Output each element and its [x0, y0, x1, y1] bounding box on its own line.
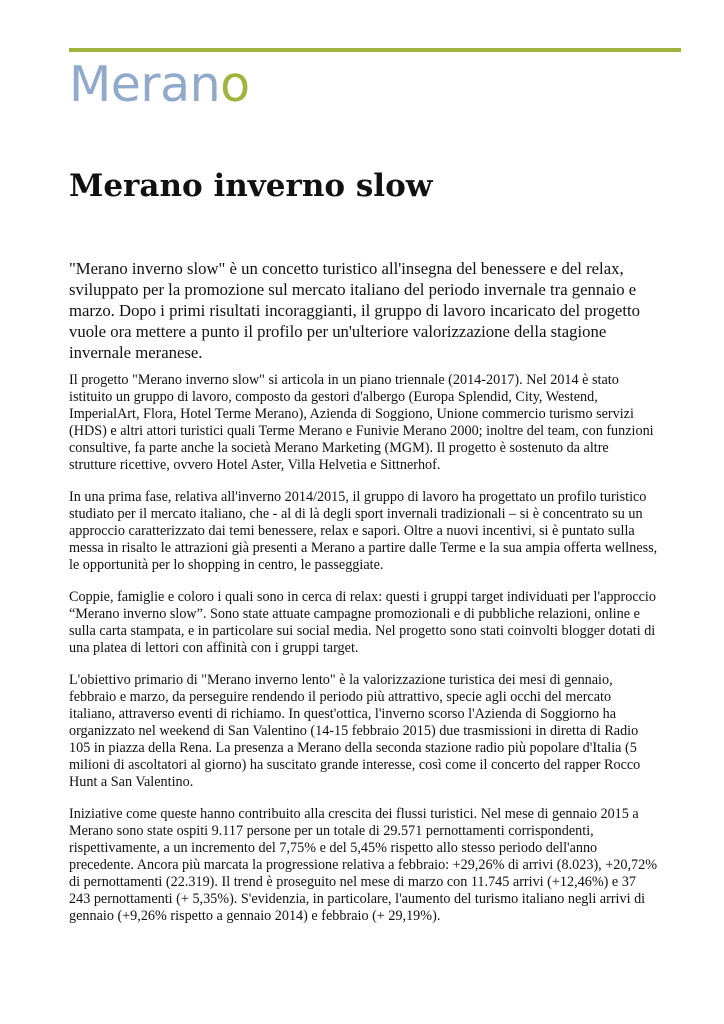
body-text: [69, 372, 659, 925]
logo-text-main: Meran: [69, 56, 221, 113]
logo-text-accent: o: [220, 56, 250, 113]
body-paragraph: In una prima fase, relativa all'inverno 2014/2015, il gruppo di lavoro ha progettato un profilo turistico studiato per il mercato italiano, che - al di là degli sport invernali tradizionali – si è concentrato su un approccio caratterizzato dai temi benessere, relax e sapori. Oltre a nuovi incentivi, si è puntato sulla messa in risalto le attrazioni già presenti a Merano a partire dalle Terme e la sua ampia offerta wellness, le opportunità per lo shopping in centro, le passeggiate.: [69, 489, 658, 573]
body-paragraph: Il progetto "Merano inverno slow" si articola in un piano triennale (2014-2017). Nel 2014 è stato istituito un gruppo di lavoro, composto da gestori d'albergo (Europa Splendid, City, Westend, ImperialArt, Flora, Hotel Terme Merano), Azienda di Soggiono, Unione commercio turismo servizi (HDS) e altri attori turistici quali Terme Merano e Funivie Merano 2000; inoltre del team, con funzioni consultive, fa parte anche la società Merano Marketing (MGM). Il progetto è sostenuto da altre strutture ricettive, ovvero Hotel Aster, Villa Helvetia e Sittnerhof.: [69, 372, 654, 473]
body-paragraph: Iniziative come queste hanno contribuito alla crescita dei flussi turistici. Nel mese di gennaio 2015 a Merano sono state ospiti 9.117 persone per un totale di 29.571 pernottamenti corrispondenti, rispettivamente, a un incremento del 7,75% e del 5,45% rispetto allo stesso periodo dell'anno precedente. Ancora più marcata la progressione relativa a febbraio: +29,26% di arrivi (8.023), +20,72% di pernottamenti (22.319). Il trend è proseguito nel mese di marzo con 11.745 arrivi (+12,46%) e 37 243 pernottamenti (+ 5,35%). S'evidenzia, in particolare, l'aumento del turismo italiano negli arrivi di gennaio (+9,26% rispetto a gennaio 2014) e febbraio (+ 29,19%).: [69, 806, 658, 924]
page-title: Merano inverno slow: [69, 168, 433, 204]
body-paragraph: Coppie, famiglie e coloro i quali sono in cerca di relax: questi i gruppi target individuati per l'approccio “Merano inverno slow”. Sono state attuate campagne promozionali e di pubbliche relazioni, online e sulla carta stampata, e in particolare sui social media. Nel progetto sono stati coinvolti blogger dotati di una platea di lettori con affinità con i gruppi target.: [69, 589, 656, 656]
merano-logo: [69, 55, 250, 115]
header-rule: [69, 48, 681, 52]
body-paragraph: L'obiettivo primario di "Merano inverno lento" è la valorizzazione turistica dei mesi di gennaio, febbraio e marzo, da perseguire rendendo il periodo più attrattivo, specie agli occhi del mercato italiano, attraverso eventi di richiamo. In quest'ottica, l'inverno scorso l'Azienda di Soggiorno ha organizzato nel weekend di San Valentino (14-15 febbraio 2015) due trasmissioni in diretta di Radio 105 in piazza della Rena. La presenza a Merano della seconda stazione radio più popolare d'Italia (5 milioni di ascoltatori al giorno) ha suscitato grande interesse, così come il concerto del rapper Rocco Hunt a San Valentino.: [69, 672, 641, 790]
lead-paragraph: "Merano inverno slow" è un concetto turistico all'insegna del benessere e del relax, sviluppato per la promozione sul mercato italiano del periodo invernale tra gennaio e marzo. Dopo i primi risultati incoraggianti, il gruppo di lavoro incaricato del progetto vuole ora mettere a punto il profilo per un'ulteriore valorizzazione della stagione invernale meranese.: [69, 259, 640, 362]
